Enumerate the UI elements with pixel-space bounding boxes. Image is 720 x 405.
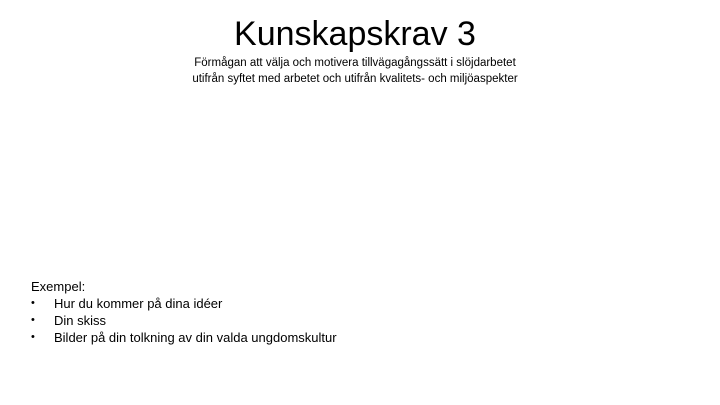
- list-item: [31, 312, 337, 329]
- list-item: [31, 295, 337, 312]
- examples-heading: Exempel:: [31, 279, 86, 294]
- examples-list: [31, 295, 337, 346]
- list-item-text: Hur du kommer på dina idéer: [54, 296, 223, 311]
- slide-subtitle: [0, 55, 710, 87]
- bullet-icon: •: [31, 297, 35, 309]
- list-item: [31, 329, 337, 346]
- bullet-icon: •: [31, 331, 35, 343]
- examples-block: [31, 278, 337, 346]
- slide-title: Kunskapskrav 3: [234, 15, 476, 53]
- bullet-icon: •: [31, 314, 35, 326]
- subtitle-line: utifrån syftet med arbetet och utifrån kvalitets- och miljöaspekter: [192, 73, 518, 85]
- list-item-text: Din skiss: [54, 313, 107, 328]
- subtitle-line: Förmågan att välja och motivera tillvägagångssätt i slöjdarbetet: [194, 57, 516, 69]
- list-item-text: Bilder på din tolkning av din valda ungdomskultur: [54, 330, 337, 345]
